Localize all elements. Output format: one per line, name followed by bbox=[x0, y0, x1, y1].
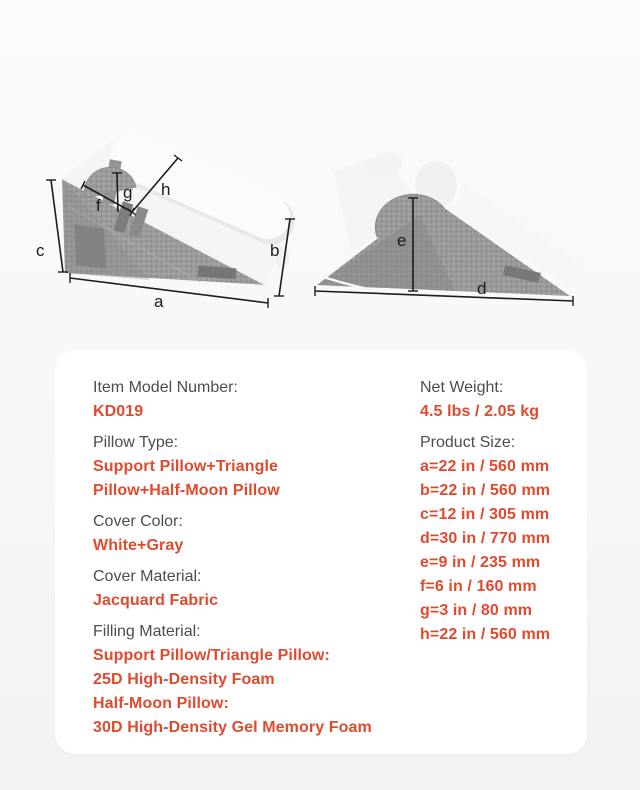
product-diagram-front-view bbox=[30, 110, 310, 320]
product-diagram-side-view bbox=[300, 105, 600, 315]
spec-group-cover-material bbox=[93, 565, 420, 613]
spec-value-size-e: e=9 in / 235 mm bbox=[420, 554, 541, 571]
spec-value-size-f: f=6 in / 160 mm bbox=[420, 578, 537, 595]
dimension-line-c bbox=[51, 180, 63, 272]
spec-group-pillow-type bbox=[93, 431, 420, 503]
spec-value: Support Pillow/Triangle Pillow: bbox=[93, 647, 330, 664]
spec-label: Item Model Number: bbox=[93, 379, 238, 396]
spec-value: Support Pillow+Triangle bbox=[93, 458, 278, 475]
spec-value: Jacquard Fabric bbox=[93, 592, 219, 609]
spec-column-left bbox=[93, 376, 420, 740]
dimension-label-g: g bbox=[123, 183, 133, 202]
dimension-label-d: d bbox=[477, 279, 487, 298]
spec-group-product-size bbox=[420, 431, 563, 647]
spec-value-size-a: a=22 in / 560 mm bbox=[420, 458, 550, 475]
spec-value-size-d: d=30 in / 770 mm bbox=[420, 530, 551, 547]
spec-value-size-g: g=3 in / 80 mm bbox=[420, 602, 533, 619]
spec-group-model-number bbox=[93, 376, 420, 424]
spec-card bbox=[55, 350, 587, 754]
spec-value: KD019 bbox=[93, 403, 144, 420]
spec-column-right bbox=[420, 376, 563, 740]
spec-value: 25D High-Density Foam bbox=[93, 671, 275, 688]
spec-value: Half-Moon Pillow: bbox=[93, 695, 229, 712]
dimension-label-e: e bbox=[397, 231, 407, 250]
spec-label: Pillow Type: bbox=[93, 434, 179, 451]
spec-value: 30D High-Density Gel Memory Foam bbox=[93, 719, 372, 736]
spec-value: Pillow+Half-Moon Pillow bbox=[93, 482, 280, 499]
spec-group-net-weight bbox=[420, 376, 563, 424]
spec-label: Cover Material: bbox=[93, 568, 202, 585]
spec-value-size-b: b=22 in / 560 mm bbox=[420, 482, 551, 499]
spec-label: Product Size: bbox=[420, 434, 516, 451]
dimension-label-a: a bbox=[154, 292, 164, 311]
spec-value-size-h: h=22 in / 560 mm bbox=[420, 626, 551, 643]
spec-value: White+Gray bbox=[93, 537, 184, 554]
dimension-line-g bbox=[117, 173, 118, 212]
side-pocket bbox=[74, 224, 106, 269]
dimension-label-h: h bbox=[161, 180, 171, 199]
dimension-label-c: c bbox=[36, 241, 45, 260]
spec-value-size-c: c=12 in / 305 mm bbox=[420, 506, 550, 523]
spec-value: 4.5 lbs / 2.05 kg bbox=[420, 403, 540, 420]
spec-label: Net Weight: bbox=[420, 379, 504, 396]
dimension-label-b: b bbox=[270, 241, 280, 260]
spec-group-cover-color bbox=[93, 510, 420, 558]
spec-label: Filling Material: bbox=[93, 623, 201, 640]
dimension-label-f: f bbox=[96, 196, 101, 215]
spec-group-filling-material bbox=[93, 620, 420, 740]
spec-label: Cover Color: bbox=[93, 513, 183, 530]
